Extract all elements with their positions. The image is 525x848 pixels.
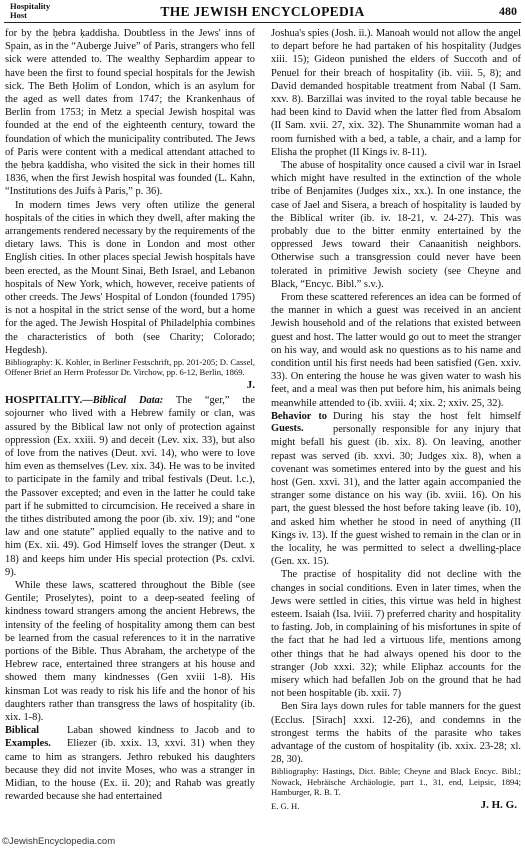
article-heading: HOSPITALITY. bbox=[5, 394, 83, 407]
paragraph: The practise of hospitality did not decline with the changes in social conditions. Even in later times, when the Jews were settled in cities, this virtue was held in highest esteem. Isaiah (Isa. lviii. 7) preferred charity and hospitality to fasting. Job, in complaining of his misfortunes in spite of the fact that he had led a virtuous life, mentions among other things that he had always opened his door to the stranger (Job xxxi. 32); while Eliphaz accounts for the misery which had befallen Job on the ground that he had not been hospitable (ib. xxii. 7) bbox=[271, 569, 521, 700]
bibliography: Bibliography: K. Kohler, in Berliner Festschrift, pp. 201-205; D. Cassel, Offener Brief an Herrn Professor Dr. Virchow, pp. 6-12, Berlin, 1869. bbox=[5, 357, 255, 378]
author-initials-left: E. G. H. bbox=[271, 800, 300, 811]
initials-row bbox=[271, 800, 521, 812]
author-initials: J. bbox=[246, 378, 255, 391]
article-subheading: —Biblical Data: bbox=[82, 395, 164, 407]
paragraph: From these scattered references an idea can be formed of the manner in which a guest was received in an ancient Jewish household and of the relations that existed between guest and host. The latter would go out to meet the stranger on his way, and would ask no questions as to his name and condition until his first needs had been satisfied (Gen. xxiv. 33). On entering the house he was given water to wash his feet, and a meal was then put before him, his animals being meanwhile attended to (ib. xviii. 4; xix. 2; xxiv. 25, 32). bbox=[271, 292, 521, 409]
author-initials-right: J. H. G. bbox=[480, 798, 517, 811]
page-number: 480 bbox=[499, 4, 517, 18]
paragraph: In modern times Jews very often utilize the general hospitals of the cities in which they dwell, after making the arrangements rendered necessary by the requirements of the dietary laws. This is done in London and most other English cities. In other places special Jewish hospitals have been erected, as the Mount Sinai, Beth Israel, and Lebanon hospitals of New York, which, however, receive patients of other creeds. The Jews' Hospital of London (founded 1795) is not a hospital in the strict sense of the word, but a home for the aged. The Jewish Hospital of Philadelphia combines the characteristics of both (see Charity; Colorado; Hegdesh). bbox=[5, 199, 255, 356]
paragraph: Joshua's spies (Josh. ii.). Manoah would not allow the angel to depart before he had partaken of his hospitality (Judges xiii. 15); Gideon punished the elders of Succoth and of Penuel for their breach of hospitality (ib. viii. 5, 8); and David demanded hospitable treatment from Nabal (I Sam. xxv. 8). Barzillai was invited to the royal table because he had been kind to David when the latter fled from Absalom (II Sam. xvii. 27, xix. 32). The Shunammite woman had a room furnished with a bed, a table, a chair, and a lamp for Elisha the prophet (II Kings iv. 8-11). bbox=[271, 28, 521, 158]
article-start bbox=[5, 394, 255, 579]
page-header bbox=[6, 2, 519, 22]
paragraph-text: The “ger,” the sojourner who lived with a Hebrew family or clan, was assured by the Biblical law not only of protection against oppression (Ex. xxiii. 9) and deceit (Lev. xix. 33), but also of love from the natives (Deut. xvi. 14), who were to love him even as themselves (Lev. xix. 34). He was to be invited to participate in the family and tribal festivals (Deut. l.c.), the Passover excepted; and even in the latter he could take part if he submitted to circumcision. He received a share in the tithes distributed among the poor (ib. xiv. 19); and “one law and one statute” applied equally to the native and to him (Ex. xii. 49). God Himself loves the stranger (Deut. x 18) and keeps him under His special protection (Ps. cxlvi. 9). bbox=[5, 395, 255, 578]
paragraph: While these laws, scattered throughout the Bible (see Gentile; Proselytes), point to a deep-seated feeling of kindness toward strangers among the ancient Hebrews, the intensity of the feeling of hospitality among them can best be learned from the casual references to it in the narrative portions of the Bible. Thus Abraham, the archetype of the Hebrew race, entertained three strangers at his house and showed them many kindnesses (Gen xviii 1-8). His kinsman Lot was ready to risk his life and the honor of his daughters rather than transgress the laws of hospitality (ib. xix. 1-8). bbox=[5, 579, 255, 723]
paragraph-with-margin-head bbox=[5, 724, 255, 803]
right-column bbox=[271, 27, 521, 812]
paragraph-text: Laban showed kindness to Jacob and to Eliezer (ib. xxix. 13, xxvi. 31) when they came to him as strangers. Jethro rebuked his daughters because they did not invite Moses, who was a stranger in Midian, to the house (Ex. ii. 20); and Rahab was greatly rewarded because she had entertained bbox=[5, 725, 255, 803]
header-rule bbox=[4, 22, 521, 23]
paragraph-text: During his stay the host felt himself personally responsible for any injury that might befall his guest (ib. xix. 8). On leaving, another repast was served (ib. xxvi. 30; Judges xix. 8), when a covenant was sometimes entered into by the guest and his host (Gen. xxvi. 31), and the latter again accompanied the stranger some distance on his way (ib. xviii. 16). On his part, the guest blessed the host before taking leave (ib. 10), and asked him whether he stood in need of anything (II Kings iv. 13). If the guest wished to remain in the clan or in the locality, he was permitted to select a dwelling-place (Gen. xx. 15). bbox=[271, 410, 521, 568]
left-column bbox=[5, 27, 255, 803]
running-title: THE JEWISH ENCYCLOPEDIA bbox=[160, 4, 365, 19]
margin-heading: Behavior to Guests. bbox=[271, 410, 327, 435]
paragraph-with-margin-head bbox=[271, 410, 521, 568]
paragraph: for by the ḥebra ḳaddisha. Doubtless in the Jews' inns of Spain, as in the “Auberge Juive” of Paris, strangers who fell sick were attended to. The wealthy Sephardim appear to have been the first to found special hospitals for the Jewish sick. The Beth Ḥolim of London, which is an asylum for the aged as well dates from 1747; the Krankenhaus of Berlin from 1753; in Metz a special Jewish hospital was founded at the end of the eighteenth century, toward the foundation of which the municipality contributed. The Jews of Paris were content with a medical attendant attached to the ḥebra ḳaddisha, who visited the sick in their homes till 1836, when the first Jewish hospital was founded (L. Kahn, “Institutions des Juifs à Paris,” p. 36). bbox=[5, 28, 255, 198]
section-title: Hospitality Host bbox=[10, 1, 51, 20]
margin-heading: Biblical Examples. bbox=[5, 725, 51, 749]
watermark: ©JewishEncyclopedia.com bbox=[2, 836, 116, 847]
paragraph: Ben Sira lays down rules for table manners for the guest (Ecclus. [Sirach] xxxi. 12-26), and condemns in the strongest terms the habits of the parasite who takes advantage of the custom of hospitality (ib. xxix. 23-28; xl. 28, 30). bbox=[271, 701, 521, 766]
paragraph: The abuse of hospitality once caused a civil war in Israel which might have resulted in the extinction of the whole tribe of Benjamites (Judges xix., xx.). In one instance, the case of Jael and Sisera, a breach of hospitality is lauded by the Biblical writer (ib. iv. 18-21, v. 24-27). This was probably due to the bitter enmity entertained by the oppressed Jews toward their Canaanitish neighbors. Otherwise such a transgression could never have been tolerated in primitive Jewish society (see Cheyne and Black, “Encyc. Bibl.” s.v.). bbox=[271, 160, 521, 290]
bibliography: Bibliography: Hastings, Dict. Bible; Cheyne and Black Encyc. Bibl.; Nowack, Hebräische Archäologie, part 1., 31, end, Leipsic, 1894; Hamburger, R. B. T. bbox=[271, 766, 521, 798]
